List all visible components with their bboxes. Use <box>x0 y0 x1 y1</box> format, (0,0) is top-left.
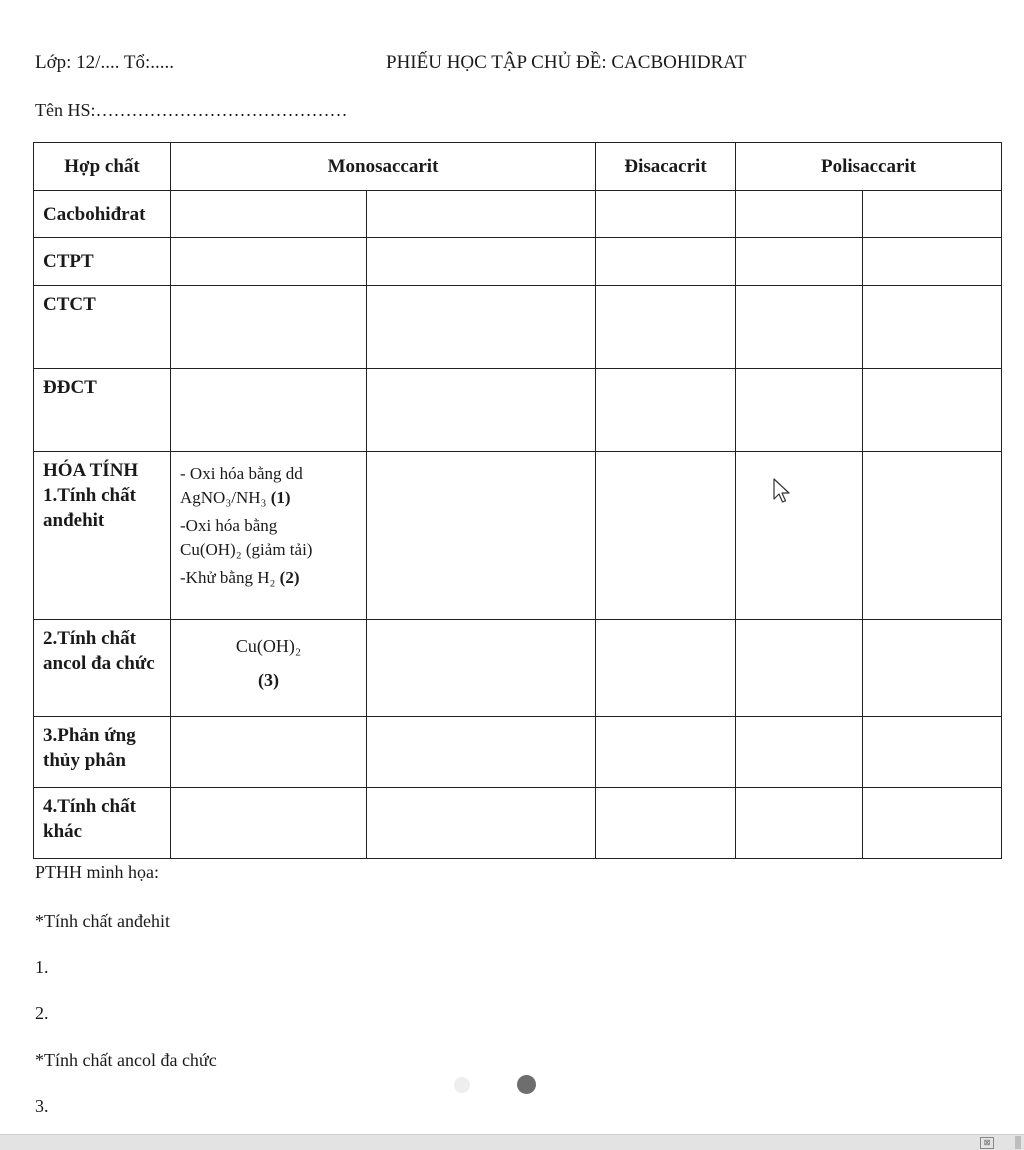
page-indicator-dot[interactable] <box>454 1077 470 1093</box>
andehit-line-3: -Oxi hóa bằng <box>180 516 278 535</box>
header-disacacrit: Đisacacrit <box>596 143 736 191</box>
andehit-line-5: -Khử bằng H₂ <box>180 568 276 587</box>
cell[interactable] <box>367 788 596 859</box>
cell[interactable] <box>863 286 1002 369</box>
cell[interactable] <box>596 238 736 286</box>
andehit-label: 1.Tính chất anđehit <box>43 485 136 531</box>
class-label: Lớp: 12/.... Tổ:..... <box>35 52 175 73</box>
cell[interactable] <box>367 191 596 238</box>
reaction-mark-3: (3) <box>258 670 279 690</box>
row-label-ctpt: CTPT <box>34 238 171 286</box>
row-label-thuy-phan: 3.Phản ứng thủy phân <box>34 717 171 788</box>
cell[interactable] <box>736 238 863 286</box>
table-header-row <box>34 143 1002 191</box>
cell[interactable] <box>171 369 367 452</box>
row-label-ddct: ĐĐCT <box>34 369 171 452</box>
row-label-ctct: CTCT <box>34 286 171 369</box>
reaction-mark-2: (2) <box>279 568 300 587</box>
cell[interactable] <box>736 191 863 238</box>
andehit-line-1: - Oxi hóa bằng dd <box>180 464 303 483</box>
cell[interactable] <box>736 369 863 452</box>
table-row <box>34 717 1002 788</box>
page-indicator-dot-active[interactable] <box>517 1075 536 1094</box>
cell[interactable] <box>863 717 1002 788</box>
row-label-hoa-tinh <box>34 452 171 620</box>
pthh-label: PTHH minh họa: <box>35 862 159 882</box>
row-label-khac: 4.Tính chất khác <box>34 788 171 859</box>
page-title: PHIẾU HỌC TẬP CHỦ ĐỀ: CACBOHIDRAT <box>386 52 747 73</box>
cell[interactable] <box>863 788 1002 859</box>
cell[interactable] <box>596 452 736 620</box>
cell[interactable] <box>596 369 736 452</box>
cell[interactable] <box>863 620 1002 717</box>
table-row <box>34 191 1002 238</box>
worksheet-table <box>33 142 1002 859</box>
cell[interactable] <box>367 717 596 788</box>
hoa-tinh-heading: HÓA TÍNH <box>43 460 139 481</box>
cell[interactable] <box>863 191 1002 238</box>
ancol-reagent: Cu(OH)₂ <box>235 636 302 656</box>
cell[interactable] <box>367 620 596 717</box>
cell[interactable] <box>596 286 736 369</box>
mouse-pointer-icon <box>773 478 793 506</box>
cell[interactable] <box>367 286 596 369</box>
cell[interactable] <box>863 452 1002 620</box>
header-polisaccarit: Polisaccarit <box>736 143 1002 191</box>
cell[interactable] <box>367 369 596 452</box>
student-name-line: Tên HS:…………………………………… <box>35 100 348 120</box>
andehit-line-2: AgNO₃/NH₃ <box>180 488 267 507</box>
table-row <box>34 452 1002 620</box>
cell[interactable] <box>171 788 367 859</box>
andehit-line-4: Cu(OH)₂ (giảm tải) <box>180 540 313 559</box>
cell[interactable] <box>736 788 863 859</box>
window-icon[interactable]: ⊠ <box>980 1137 994 1149</box>
cell[interactable] <box>596 191 736 238</box>
item-3[interactable]: 3. <box>35 1096 49 1116</box>
item-1[interactable]: 1. <box>35 957 49 977</box>
row-label-cacbohidrat: Cacbohiđrat <box>34 191 171 238</box>
cell[interactable] <box>736 452 863 620</box>
item-2[interactable]: 2. <box>35 1003 49 1023</box>
scroll-handle[interactable] <box>1015 1136 1021 1149</box>
cell[interactable] <box>596 620 736 717</box>
header-monosaccarit: Monosaccarit <box>171 143 596 191</box>
cell[interactable] <box>367 452 596 620</box>
table-row <box>34 620 1002 717</box>
cell[interactable] <box>596 788 736 859</box>
table-row <box>34 238 1002 286</box>
ancol-heading: *Tính chất ancol đa chức <box>35 1050 217 1070</box>
cell[interactable] <box>736 717 863 788</box>
cell[interactable] <box>863 238 1002 286</box>
table-row <box>34 788 1002 859</box>
cell[interactable] <box>736 620 863 717</box>
cell[interactable] <box>596 717 736 788</box>
row-label-ancol: 2.Tính chất ancol đa chức <box>34 620 171 717</box>
cell[interactable] <box>171 286 367 369</box>
cell[interactable] <box>367 238 596 286</box>
cell[interactable] <box>171 238 367 286</box>
cell[interactable] <box>171 717 367 788</box>
bottom-toolbar <box>0 1134 1024 1150</box>
cell[interactable] <box>736 286 863 369</box>
table-row <box>34 369 1002 452</box>
table-row <box>34 286 1002 369</box>
andehit-mono-cell[interactable] <box>171 452 367 620</box>
andehit-heading: *Tính chất anđehit <box>35 911 170 931</box>
reaction-mark-1: (1) <box>270 488 291 507</box>
cell[interactable] <box>171 191 367 238</box>
cell[interactable] <box>863 369 1002 452</box>
ancol-mono-cell[interactable] <box>171 620 367 717</box>
header-hop-chat: Hợp chất <box>34 143 171 191</box>
